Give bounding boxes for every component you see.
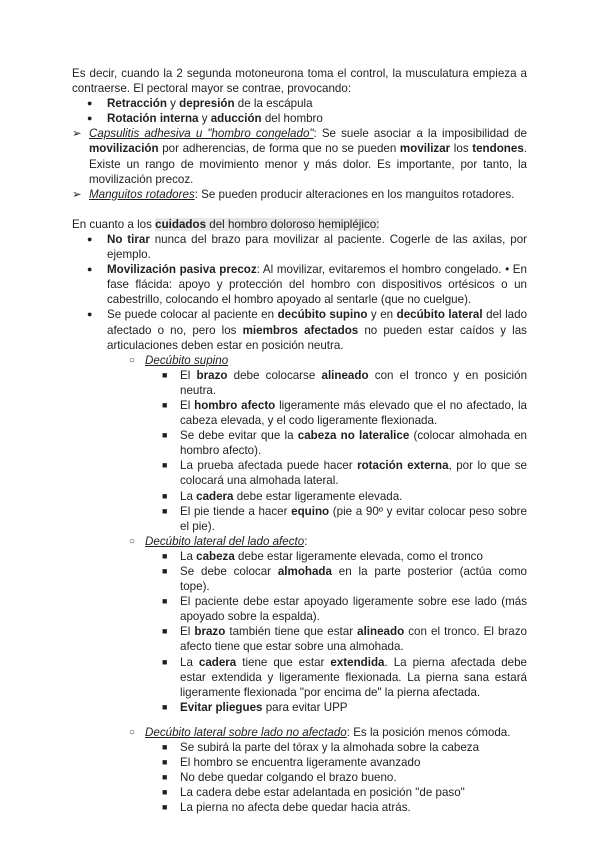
list-item: ■ Evitar pliegues para evitar UPP	[72, 700, 527, 715]
list-item: ■ El hombro afecto ligeramente más elevado que el no afectado, la cabeza elevada, y el codo ligeramente flexionada.	[72, 398, 527, 428]
list-item: ● Retracción y depresión de la escápula	[72, 96, 527, 111]
manguitos-title: Manguitos rotadores	[89, 187, 195, 201]
list-item: ■ El paciente debe estar apoyado ligeramente sobre ese lado (más apoyado sobre la espalda).	[72, 594, 527, 624]
arrow-icon: ➢	[72, 127, 82, 141]
cuidados-list	[72, 232, 527, 353]
list-item: ■ El brazo también tiene que estar alineado con el tronco. El brazo afecto tiene que estar sobre una almohada.	[72, 624, 527, 654]
list-item: ■ Se debe colocar almohada en la parte posterior (actúa como tope).	[72, 564, 527, 594]
supino-title: Decúbito supino	[145, 353, 229, 367]
document-page	[72, 66, 527, 816]
lateral-no-afecto-title: Decúbito lateral sobre lado no afectado	[145, 725, 347, 739]
list-item: ■ El pie tiende a hacer equino (pie a 90º y evitar colocar peso sobre el pie).	[72, 504, 527, 534]
list-item: ○ Decúbito lateral sobre lado no afectado: Es la posición menos cómoda.	[72, 725, 527, 740]
list-item: ■ No debe quedar colgando el brazo bueno.	[72, 770, 527, 785]
posiciones-list	[72, 353, 527, 368]
list-item: ■ La cadera debe estar adelantada en posición "de paso"	[72, 785, 527, 800]
supino-list	[72, 368, 527, 534]
list-item: ■ La cadera debe estar ligeramente elevada.	[72, 489, 527, 504]
list-item	[72, 353, 527, 368]
list-item: ■ La prueba afectada puede hacer rotación externa, por lo que se colocará una almohada lateral.	[72, 458, 527, 488]
list-item: ● Movilización pasiva precoz: Al movilizar, evitaremos el hombro congelado. • En fase flácida: apoyo y protección del hombro con dispositivos ortésicos o un cabestrillo, colocando el hombro apoyado al sentarle (que no cuelgue).	[72, 262, 527, 307]
list-item: ■ La pierna no afecta debe quedar hacia atrás.	[72, 800, 527, 815]
lateral-afecto-title: Decúbito lateral del lado afecto	[145, 534, 305, 548]
list-item: ■ Se debe evitar que la cabeza no lateralice (colocar almohada en hombro afecto).	[72, 428, 527, 458]
arrow-icon: ➢	[72, 187, 82, 201]
list-item: ■ El hombro se encuentra ligeramente avanzado	[72, 755, 527, 770]
list-item: ■ La cabeza debe estar ligeramente elevada, como el tronco	[72, 549, 527, 564]
list-item: ● Rotación interna y aducción del hombro	[72, 111, 527, 126]
intro-bullet-list	[72, 96, 527, 126]
list-item: ● No tirar nunca del brazo para movilizar al paciente. Cogerle de las axilas, por ejemplo.	[72, 232, 527, 262]
list-item: ■ Se subirá la parte del tórax y la almohada sobre la cabeza	[72, 740, 527, 755]
posiciones-list	[72, 534, 527, 549]
cuidados-heading: En cuanto a los cuidados del hombro doloroso hemipléjico:	[72, 217, 380, 231]
list-item: ● Se puede colocar al paciente en decúbito supino y en decúbito lateral del lado afectado o no, pero los miembros afectados no pueden estar caídos y las articulaciones deben estar en posición neutra.	[72, 307, 527, 352]
lateral-afecto-list	[72, 549, 527, 715]
lateral-no-afecto-list	[72, 740, 527, 815]
intro-paragraph: Es decir, cuando la 2 segunda motoneurona toma el control, la musculatura empieza a contraerse. El pectoral mayor se contrae, provocando:	[72, 67, 527, 96]
list-item: ○ Decúbito lateral del lado afecto:	[72, 534, 527, 549]
list-item: ■ La cadera tiene que estar extendida. La pierna afectada debe estar extendida y ligeramente flexionada. La pierna sana estará ligeramente flexionada "por encima de" la pierna afectada.	[72, 655, 527, 700]
list-item: ■ El brazo debe colocarse alineado con el tronco y en posición neutra.	[72, 368, 527, 398]
posiciones-list	[72, 725, 527, 740]
capsulitis-title: Capsulitis adhesiva u "hombro congelado"	[89, 127, 314, 141]
capsulitis-paragraph: ➢ Capsulitis adhesiva u "hombro congelado": Se suele asociar a la imposibilidad de movilización por adherencias, de forma que no se pueden movilizar los tendones. Existe un rango de movimiento menor y más dolor. Es importante, por tanto, la movilización precoz.	[72, 127, 528, 186]
manguitos-paragraph: ➢ Manguitos rotadores: Se pueden producir alteraciones en los manguitos rotadores.	[72, 187, 515, 201]
